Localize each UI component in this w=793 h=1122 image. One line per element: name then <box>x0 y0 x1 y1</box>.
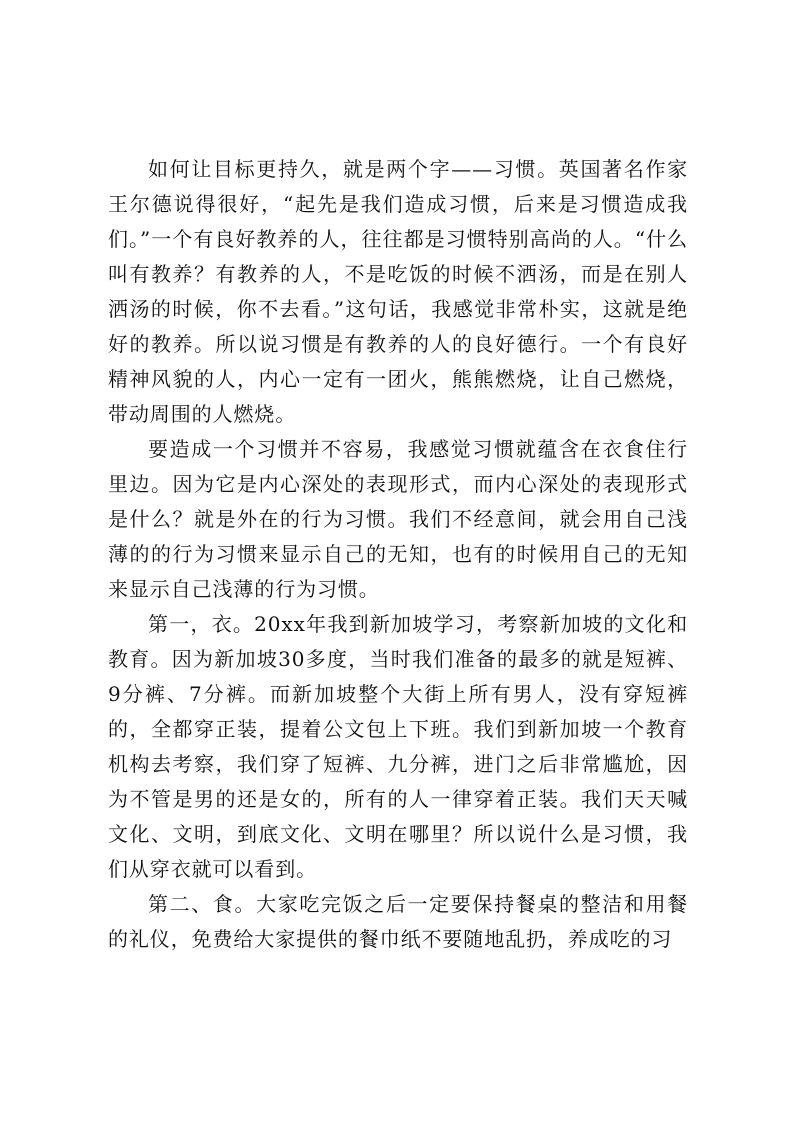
document-body <box>108 152 688 957</box>
paragraph-clothing: 第一，衣。20xx年我到新加坡学习，考察新加坡的文化和教育。因为新加坡30多度，当时我们准备的最多的就是短裤、9分裤、7分裤。而新加坡整个大街上所有男人，没有穿短裤的，全都穿正装，提着公文包上下班。我们到新加坡一个教育机构去考察，我们穿了短裤、九分裤，进门之后非常尴尬，因为不管是男的还是女的，所有的人一律穿着正装。我们天天喊文化、文明，到底文化、文明在哪里？所以说什么是习惯，我们从穿衣就可以看到。 <box>108 612 688 881</box>
paragraph-habit-difficulty: 要造成一个习惯并不容易，我感觉习惯就蕴含在衣食住行里边。因为它是内心深处的表现形式，而内心深处的表现形式是什么？就是外在的行为习惯。我们不经意间，就会用自己浅薄的的行为习惯来显示自己的无知，也有的时候用自己的无知来显示自己浅薄的行为习惯。 <box>108 437 688 601</box>
paragraph-food: 第二、食。大家吃完饭之后一定要保持餐桌的整洁和用餐的礼仪，免费给大家提供的餐巾纸不要随地乱扔，养成吃的习 <box>108 892 688 951</box>
paragraph-habit-intro: 如何让目标更持久，就是两个字——习惯。英国著名作家王尔德说得很好，“起先是我们造成习惯，后来是习惯造成我们。”一个有良好教养的人，往往都是习惯特别高尚的人。“什么叫有教养？有教养的人，不是吃饭的时候不洒汤，而是在别人洒汤的时候，你不去看。”这句话，我感觉非常朴实，这就是绝好的教养。所以说习惯是有教养的人的良好德行。一个有良好精神风貌的人，内心一定有一团火，熊熊燃烧，让自己燃烧，带动周围的人燃烧。 <box>108 157 688 426</box>
